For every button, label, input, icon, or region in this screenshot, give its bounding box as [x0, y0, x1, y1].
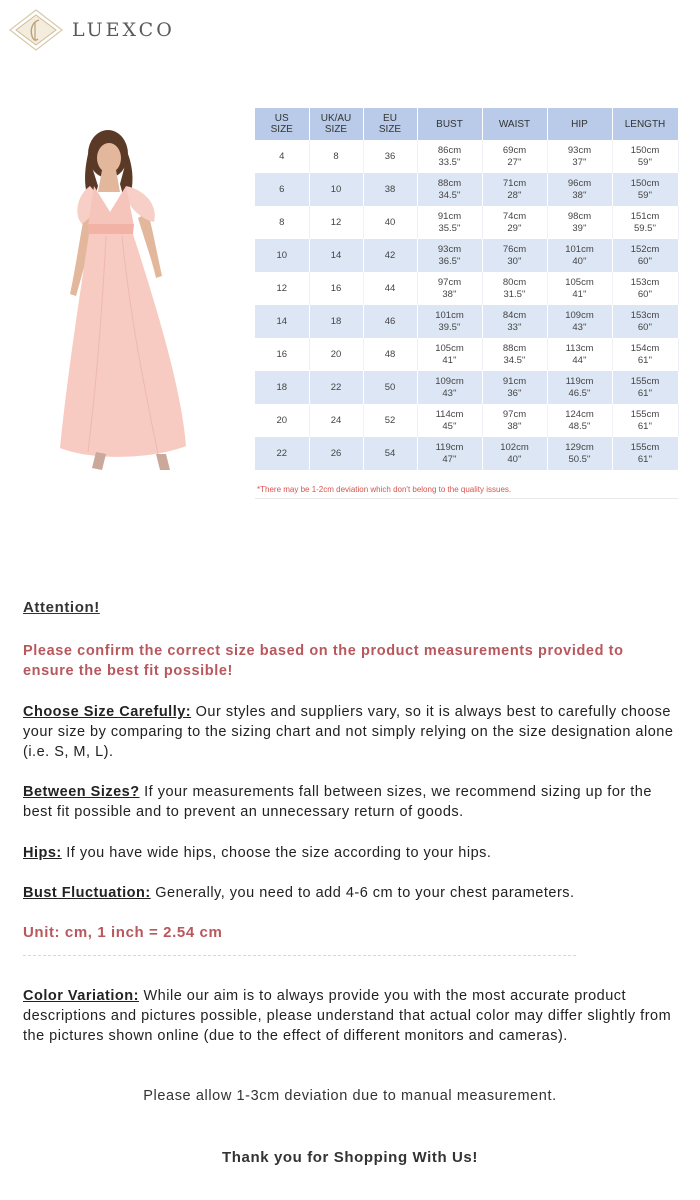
cell-hip: [547, 140, 612, 173]
cell-eu-size: 38: [363, 173, 417, 206]
size-chart-header-row: [255, 108, 678, 140]
cell-bust-inch: 43'': [442, 387, 457, 399]
color-variation-paragraph: [23, 986, 678, 1046]
color-variation-lead: Color Variation:: [23, 988, 139, 1004]
choose-size-text: Our styles and suppliers vary, so it is always best to carefully choose your size by comparing to the sizing chart and not simply relying on the size designation alone (i.e. S, M, L).: [23, 704, 674, 760]
between-sizes-lead: Between Sizes?: [23, 784, 140, 800]
cell-bust: [417, 140, 482, 173]
cell-waist-inch: 38'': [507, 420, 522, 432]
cell-hip-cm: 109cm: [565, 309, 594, 321]
cell-length: [612, 404, 678, 437]
cell-bust: [417, 173, 482, 206]
cell-bust-cm: 119cm: [435, 441, 464, 453]
cell-hip-cm: 96cm: [567, 177, 592, 189]
cell-eu-size: 50: [363, 371, 417, 404]
cell-waist: [482, 338, 547, 371]
cell-length-cm: 151cm: [630, 210, 660, 222]
hips-text: If you have wide hips, choose the size according to your hips.: [61, 845, 492, 861]
cell-length-inch: 61'': [637, 420, 653, 432]
cell-length: [612, 338, 678, 371]
cell-hip-inch: 38'': [572, 189, 587, 201]
cell-waist: [482, 173, 547, 206]
cell-length-inch: 61'': [637, 387, 653, 399]
cell-length-inch: 59'': [637, 156, 653, 168]
cell-bust-cm: 91cm: [437, 210, 462, 222]
unit-conversion: Unit: cm, 1 inch = 2.54 cm: [23, 924, 223, 941]
cell-hip: [547, 437, 612, 470]
header-bust: BUST: [417, 108, 482, 140]
cell-length-cm: 155cm: [630, 375, 660, 387]
cell-bust-inch: 38'': [442, 288, 457, 300]
cell-uk-au-size: 10: [309, 173, 363, 206]
cell-waist: [482, 404, 547, 437]
size-chart-row: [255, 437, 678, 470]
cell-bust: [417, 305, 482, 338]
cell-length: [612, 239, 678, 272]
cell-bust-cm: 93cm: [437, 243, 462, 255]
cell-bust-inch: 33.5'': [438, 156, 461, 168]
cell-waist-inch: 40'': [507, 453, 522, 465]
cell-length-inch: 59'': [637, 189, 653, 201]
cell-hip-cm: 124cm: [565, 408, 594, 420]
cell-eu-size: 52: [363, 404, 417, 437]
size-chart-row: [255, 140, 678, 173]
cell-bust-cm: 97cm: [437, 276, 462, 288]
cell-waist-cm: 84cm: [502, 309, 527, 321]
cell-uk-au-size: 24: [309, 404, 363, 437]
cell-bust-cm: 88cm: [437, 177, 462, 189]
cell-waist-cm: 69cm: [502, 144, 527, 156]
cell-waist-cm: 80cm: [502, 276, 527, 288]
cell-waist-inch: 34.5'': [503, 354, 526, 366]
cell-hip: [547, 338, 612, 371]
cell-waist: [482, 272, 547, 305]
cell-hip-inch: 40'': [572, 255, 587, 267]
between-sizes-paragraph: [23, 782, 678, 822]
hips-paragraph: [23, 843, 678, 863]
cell-hip-cm: 101cm: [565, 243, 594, 255]
cell-length: [612, 437, 678, 470]
cell-length: [612, 371, 678, 404]
cell-uk-au-size: 18: [309, 305, 363, 338]
confirm-size-notice: Please confirm the correct size based on the product measurements provided to ensure the best fit possible!: [23, 643, 624, 679]
cell-uk-au-size: 8: [309, 140, 363, 173]
cell-waist-cm: 97cm: [502, 408, 527, 420]
cell-length-cm: 154cm: [630, 342, 660, 354]
cell-waist: [482, 437, 547, 470]
cell-waist: [482, 371, 547, 404]
header-eu-size: EU SIZE: [363, 108, 417, 140]
cell-waist-cm: 91cm: [502, 375, 527, 387]
cell-length: [612, 140, 678, 173]
cell-waist-cm: 76cm: [502, 243, 527, 255]
diamond-logo-icon: [6, 8, 66, 52]
size-chart-row: [255, 404, 678, 437]
cell-bust: [417, 272, 482, 305]
cell-hip: [547, 173, 612, 206]
cell-eu-size: 36: [363, 140, 417, 173]
cell-uk-au-size: 26: [309, 437, 363, 470]
cell-uk-au-size: 16: [309, 272, 363, 305]
header-waist: WAIST: [482, 108, 547, 140]
cell-hip-inch: 39'': [572, 222, 587, 234]
table-deviation-note: *There may be 1-2cm deviation which don't belong to the quality issues.: [257, 485, 512, 494]
cell-bust-inch: 41'': [442, 354, 457, 366]
cell-uk-au-size: 12: [309, 206, 363, 239]
cell-eu-size: 48: [363, 338, 417, 371]
size-chart-row: [255, 272, 678, 305]
bust-fluctuation-lead: Bust Fluctuation:: [23, 885, 151, 901]
header-uk-au-size: UK/AU SIZE: [309, 108, 363, 140]
cell-hip-cm: 98cm: [567, 210, 592, 222]
cell-bust-inch: 47'': [442, 453, 457, 465]
cell-waist-cm: 74cm: [502, 210, 527, 222]
cell-bust-cm: 86cm: [437, 144, 462, 156]
cell-bust: [417, 404, 482, 437]
cell-length-inch: 61'': [637, 453, 653, 465]
cell-waist-inch: 30'': [507, 255, 522, 267]
cell-hip-inch: 50.5'': [568, 453, 591, 465]
size-chart-row: [255, 338, 678, 371]
cell-waist-inch: 33'': [507, 321, 522, 333]
cell-length-cm: 155cm: [630, 408, 660, 420]
cell-uk-au-size: 22: [309, 371, 363, 404]
cell-bust: [417, 338, 482, 371]
cell-hip-inch: 44'': [572, 354, 587, 366]
cell-hip: [547, 206, 612, 239]
header-hip: HIP: [547, 108, 612, 140]
cell-length: [612, 206, 678, 239]
dashed-divider: [23, 955, 576, 956]
cell-length: [612, 305, 678, 338]
cell-hip: [547, 404, 612, 437]
hips-lead: Hips:: [23, 845, 62, 861]
between-sizes-text: If your measurements fall between sizes, we recommend sizing up for the best fit possible and to prevent an unnecessary return of goods.: [23, 784, 652, 820]
manual-measurement-note: Please allow 1-3cm deviation due to manual measurement.: [143, 1088, 557, 1104]
cell-bust-inch: 45'': [442, 420, 457, 432]
cell-eu-size: 42: [363, 239, 417, 272]
header-us-size: US SIZE: [255, 108, 309, 140]
cell-length-cm: 150cm: [630, 144, 660, 156]
cell-waist-inch: 28'': [507, 189, 522, 201]
bust-fluctuation-text: Generally, you need to add 4-6 cm to your chest parameters.: [150, 885, 575, 901]
brand-logo: [6, 8, 175, 52]
cell-waist: [482, 206, 547, 239]
thank-you-message: Thank you for Shopping With Us!: [222, 1149, 478, 1166]
cell-us-size: 14: [255, 305, 309, 338]
cell-waist: [482, 239, 547, 272]
cell-length: [612, 173, 678, 206]
cell-length-cm: 155cm: [630, 441, 660, 453]
cell-waist-inch: 31.5'': [503, 288, 526, 300]
cell-us-size: 16: [255, 338, 309, 371]
cell-waist: [482, 140, 547, 173]
size-chart-row: [255, 371, 678, 404]
cell-bust: [417, 206, 482, 239]
cell-hip-cm: 105cm: [565, 276, 594, 288]
cell-bust-inch: 36.5'': [438, 255, 461, 267]
size-chart-row: [255, 173, 678, 206]
choose-size-lead: Choose Size Carefully:: [23, 704, 192, 720]
cell-us-size: 20: [255, 404, 309, 437]
cell-waist-cm: 88cm: [502, 342, 527, 354]
cell-waist-cm: 71cm: [502, 177, 527, 189]
cell-length-cm: 150cm: [630, 177, 660, 189]
cell-length-cm: 152cm: [630, 243, 660, 255]
cell-hip: [547, 371, 612, 404]
cell-eu-size: 46: [363, 305, 417, 338]
cell-hip-inch: 41'': [572, 288, 587, 300]
cell-bust-cm: 101cm: [435, 309, 464, 321]
cell-hip-cm: 129cm: [565, 441, 594, 453]
cell-hip-cm: 93cm: [567, 144, 592, 156]
cell-length-inch: 60'': [637, 255, 653, 267]
cell-hip: [547, 305, 612, 338]
size-chart-row: [255, 239, 678, 272]
bust-fluctuation-paragraph: [23, 883, 678, 903]
cell-waist: [482, 305, 547, 338]
cell-hip-cm: 113cm: [565, 342, 594, 354]
cell-length-inch: 60'': [637, 288, 653, 300]
cell-bust: [417, 437, 482, 470]
cell-hip-inch: 37'': [572, 156, 587, 168]
cell-length-cm: 153cm: [630, 309, 660, 321]
cell-bust-cm: 114cm: [435, 408, 464, 420]
cell-length-inch: 60'': [637, 321, 653, 333]
cell-eu-size: 44: [363, 272, 417, 305]
cell-waist-inch: 36'': [507, 387, 522, 399]
cell-waist-inch: 27'': [507, 156, 522, 168]
dress-model-image: [36, 126, 196, 476]
cell-length: [612, 272, 678, 305]
cell-bust-inch: 35.5'': [438, 222, 461, 234]
cell-length-inch: 59.5'': [633, 222, 657, 234]
attention-heading: Attention!: [23, 599, 100, 616]
cell-uk-au-size: 14: [309, 239, 363, 272]
cell-eu-size: 54: [363, 437, 417, 470]
cell-us-size: 18: [255, 371, 309, 404]
cell-us-size: 10: [255, 239, 309, 272]
cell-us-size: 22: [255, 437, 309, 470]
cell-eu-size: 40: [363, 206, 417, 239]
size-chart-row: [255, 206, 678, 239]
choose-size-paragraph: [23, 702, 678, 762]
cell-bust-cm: 109cm: [435, 375, 464, 387]
cell-bust-cm: 105cm: [435, 342, 464, 354]
color-variation-text: While our aim is to always provide you with the most accurate product descriptions and pictures possible, please understand that actual color may differ slightly from the pictures shown online (due to the effect of different monitors and cameras).: [23, 988, 672, 1044]
cell-waist-cm: 102cm: [500, 441, 529, 453]
cell-us-size: 4: [255, 140, 309, 173]
cell-hip-inch: 43'': [572, 321, 587, 333]
cell-waist-inch: 29'': [507, 222, 522, 234]
cell-bust-inch: 39.5'': [438, 321, 461, 333]
cell-bust-inch: 34.5'': [438, 189, 461, 201]
cell-hip-inch: 48.5'': [568, 420, 591, 432]
cell-bust: [417, 371, 482, 404]
cell-us-size: 8: [255, 206, 309, 239]
brand-name: LUEXCO: [72, 19, 175, 41]
cell-hip-inch: 46.5'': [568, 387, 591, 399]
cell-bust: [417, 239, 482, 272]
cell-us-size: 12: [255, 272, 309, 305]
cell-length-cm: 153cm: [630, 276, 660, 288]
cell-hip-cm: 119cm: [565, 375, 594, 387]
size-chart-row: [255, 305, 678, 338]
size-chart-table: [255, 108, 679, 470]
cell-length-inch: 61'': [637, 354, 653, 366]
cell-us-size: 6: [255, 173, 309, 206]
cell-hip: [547, 239, 612, 272]
cell-hip: [547, 272, 612, 305]
header-length: LENGTH: [612, 108, 678, 140]
cell-uk-au-size: 20: [309, 338, 363, 371]
